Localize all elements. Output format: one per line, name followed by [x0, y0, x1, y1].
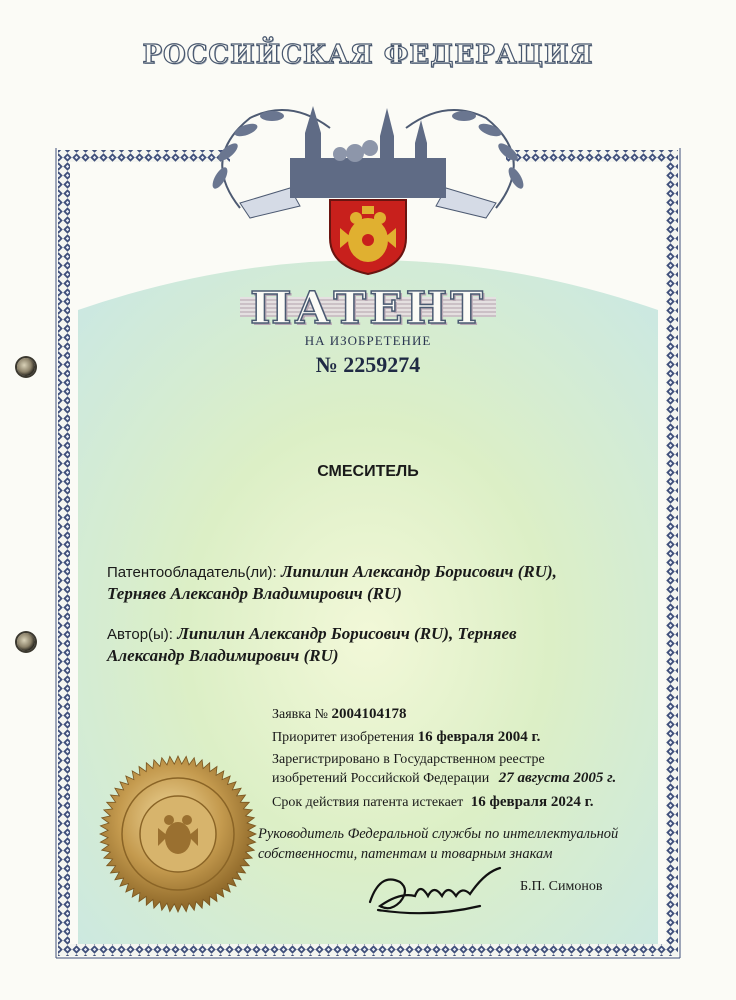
signatory-name: Б.П. Симонов — [520, 879, 603, 894]
holders-names-2: Терняев Александр Владимирович (RU) — [107, 584, 402, 603]
document-subtitle: НА ИЗОБРЕТЕНИЕ — [304, 333, 432, 348]
expiry-label: Срок действия патента истекает — [272, 795, 464, 810]
signatory-position-line-2: собственности, патентам и товарным знакам — [258, 846, 553, 862]
patent-number: № 2259274 — [315, 352, 421, 377]
expiry-date: 16 февраля 2024 г. — [470, 794, 594, 810]
authors-names-1: Липилин Александр Борисович (RU), Терняев — [177, 624, 517, 643]
holders-line-1 — [107, 562, 557, 582]
registered-label: изобретений Российской Федерации — [272, 771, 490, 786]
expiry-line — [272, 794, 593, 811]
priority-line — [272, 729, 540, 746]
priority-label: Приоритет изобретения — [272, 730, 415, 745]
country-title: РОССИЙСКАЯ ФЕДЕРАЦИЯ — [142, 40, 594, 70]
application-label: Заявка № — [272, 707, 328, 722]
holders-names-1: Липилин Александр Борисович (RU), — [280, 562, 557, 581]
priority-date: 16 февраля 2004 г. — [417, 729, 541, 745]
gold-seal — [98, 754, 258, 914]
authors-names-2: Александр Владимирович (RU) — [107, 646, 339, 665]
kremlin-wreath-emblem — [180, 88, 556, 278]
signature — [360, 862, 510, 922]
signatory-position-line-1: Руководитель Федеральной службы по интеллектуальной — [258, 826, 619, 842]
application-line — [272, 706, 406, 723]
registered-date: 27 августа 2005 г. — [498, 770, 617, 786]
holders-label: Патентообладатель(ли): — [107, 564, 277, 581]
authors-label: Автор(ы): — [107, 626, 173, 643]
application-number: 2004104178 — [331, 706, 407, 722]
document-type: ПАТЕНТ — [250, 283, 486, 334]
registered-line-1: Зарегистрировано в Государственном реестре — [272, 752, 545, 767]
invention-title: СМЕСИТЕЛЬ — [317, 463, 419, 480]
registered-line-2 — [272, 770, 616, 787]
authors-line-1 — [107, 624, 517, 644]
signatory-position — [258, 824, 658, 864]
